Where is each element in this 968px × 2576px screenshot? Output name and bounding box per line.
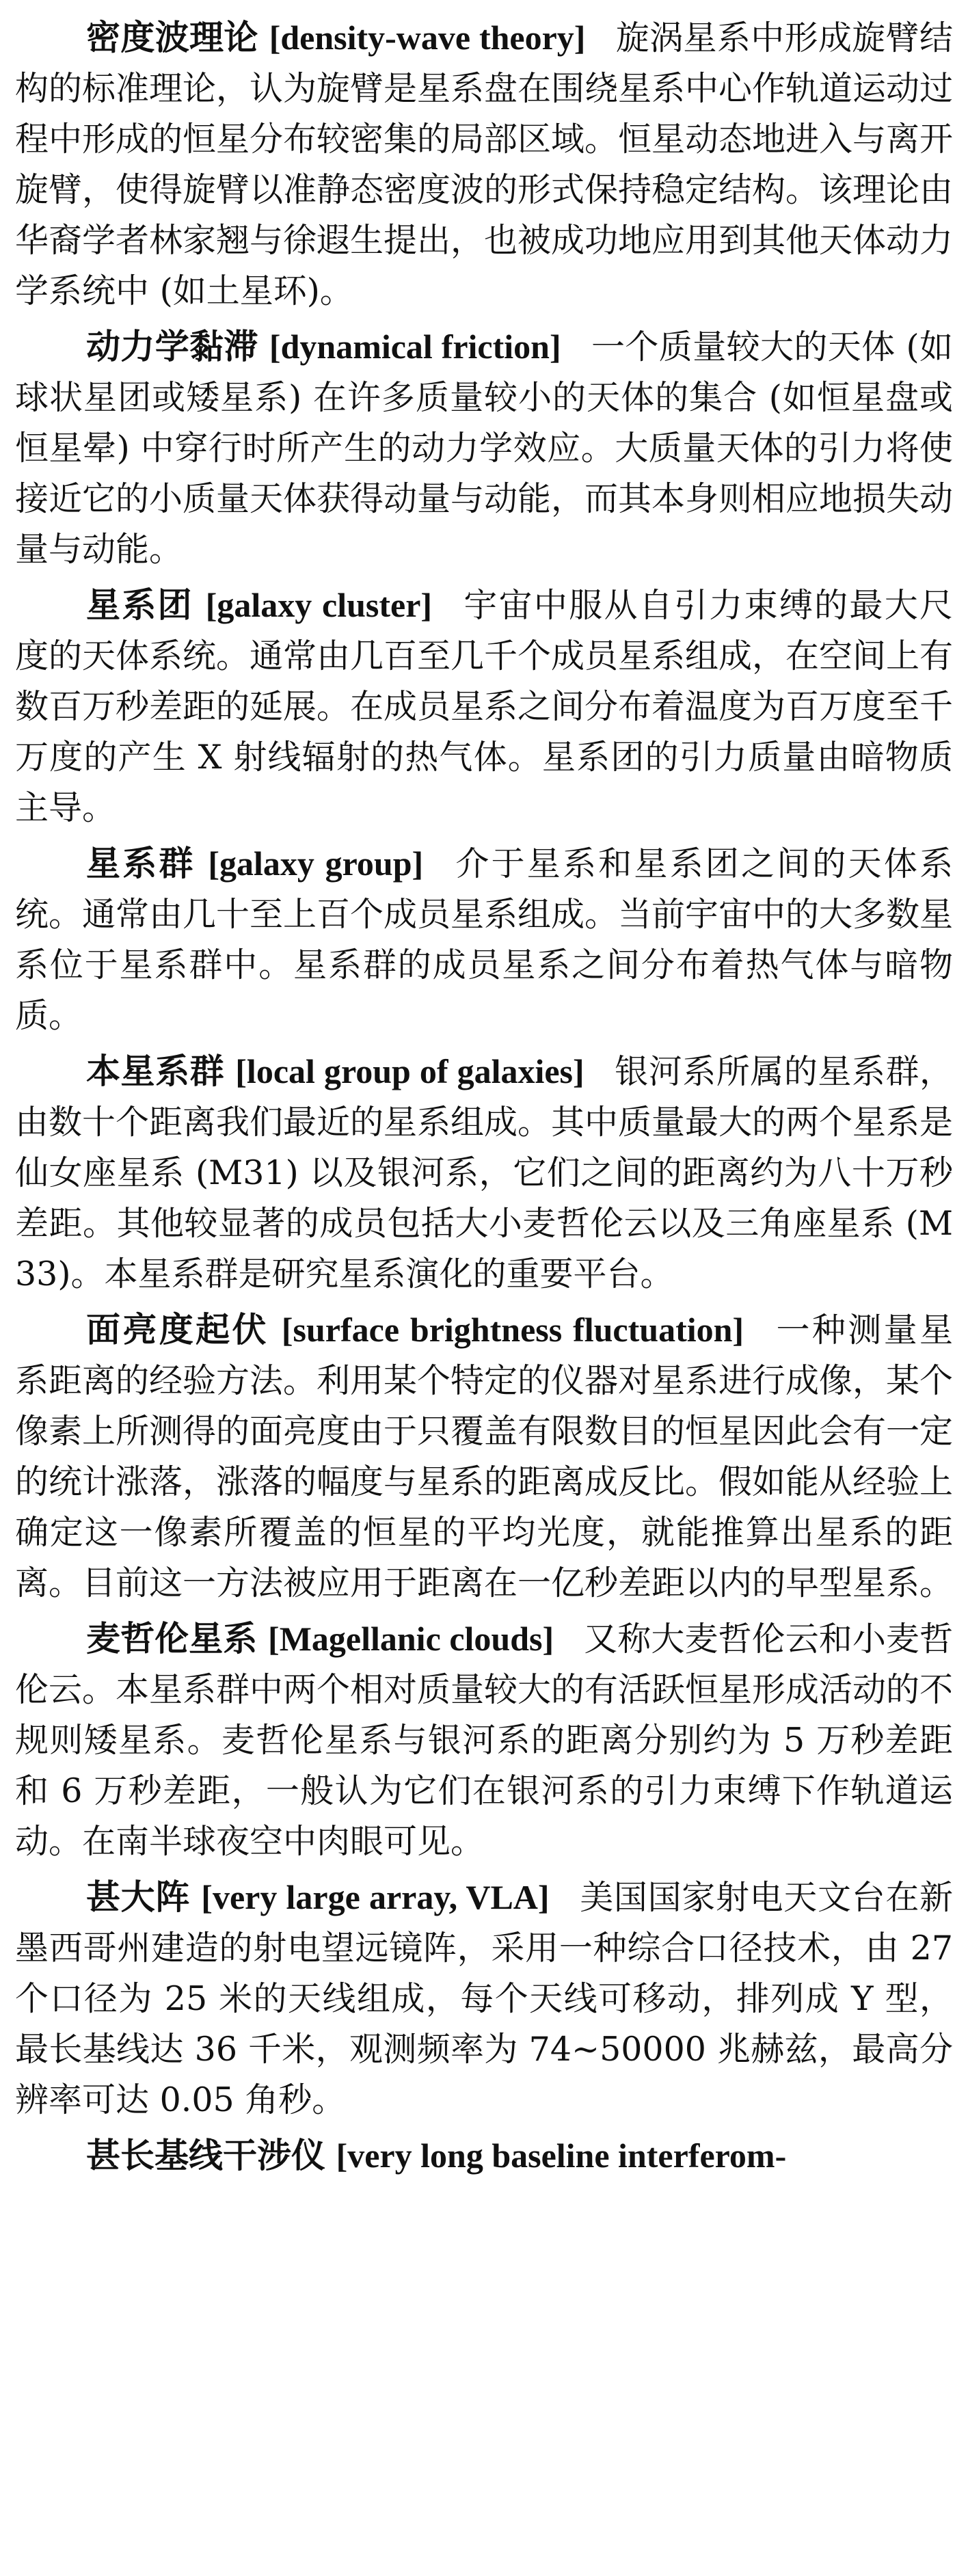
entry-definition: 又称大麦哲伦云和小麦哲伦云。本星系群中两个相对质量较大的有活跃恒星形成活动的不规则矮星系。麦哲伦星系与银河系的距离分别约为 5 万秒差距和 6 万秒差距，一般认为它们在银河系的引力束缚下作轨道运动。在南半球夜空中肉眼可见。 — [15, 1620, 954, 1861]
entry-term: 本星系群 — [86, 1051, 225, 1091]
glossary-entry — [15, 12, 953, 317]
entry-definition: 介于星系和星系团之间的天体系统。通常由几十至上百个成员星系组成。当前宇宙中的大多数星系位于星系群中。星系群的成员星系之间分布着热气体与暗物质。 — [15, 844, 954, 1035]
glossary-entry — [15, 1613, 953, 1867]
entry-term: 面亮度起伏 — [86, 1310, 269, 1350]
entry-english-term: [surface brightness fluctuation] — [281, 1311, 744, 1349]
entry-english-term: [dynamical friction] — [269, 327, 561, 366]
entry-term: 密度波理论 — [86, 18, 258, 57]
glossary-entry — [15, 838, 953, 1041]
entry-english-term: [galaxy group] — [208, 844, 424, 883]
entry-term: 星系群 — [86, 844, 196, 883]
entry-english-term: [density-wave theory] — [269, 18, 586, 57]
entry-english-term: [galaxy cluster] — [205, 586, 433, 624]
entry-definition: 一个质量较大的天体 (如球状星团或矮星系) 在许多质量较小的天体的集合 (如恒星盘或恒星晕) 中穿行时所产生的动力学效应。大质量天体的引力将使接近它的小质量天体获得动量与动能，而其本身则相应地损失动量与动能。 — [15, 327, 954, 569]
glossary-entry — [15, 1872, 953, 2125]
entry-definition: 宇宙中服从自引力束缚的最大尺度的天体系统。通常由几百至几千个成员星系组成，在空间上有数百万秒差距的延展。在成员星系之间分布着温度为百万度至千万度的产生 X 射线辐射的热气体。星系团的引力质量由暗物质主导。 — [15, 586, 954, 827]
glossary-entry — [15, 580, 953, 833]
entry-term: 动力学黏滞 — [86, 327, 258, 366]
entry-term: 麦哲伦星系 — [86, 1619, 258, 1659]
glossary-entry — [15, 1046, 953, 1300]
glossary-entry — [15, 2130, 953, 2182]
entry-definition: 一种测量星系距离的经验方法。利用某个特定的仪器对星系进行成像，某个像素上所测得的面亮度由于只覆盖有限数目的恒星因此会有一定的统计涨落，涨落的幅度与星系的距离成反比。假如能从经验上确定这一像素所覆盖的恒星的平均光度，就能推算出星系的距离。目前这一方法被应用于距离在一亿秒差距以内的早型星系。 — [15, 1311, 954, 1602]
entry-term: 甚长基线干涉仪 — [86, 2136, 325, 2175]
glossary-entry — [15, 1304, 953, 1609]
entry-english-term: [very large array, VLA] — [201, 1878, 550, 1916]
glossary-entry — [15, 321, 953, 575]
entry-english-term: [very long baseline interferom- — [336, 2136, 787, 2175]
entry-definition: 银河系所属的星系群，由数十个距离我们最近的星系组成。其中质量最大的两个星系是仙女座星系 (M31) 以及银河系，它们之间的距离约为八十万秒差距。其他较显著的成员包括大小麦哲伦云以及三角座星系 (M33)。本星系群是研究星系演化的重要平台。 — [15, 1052, 954, 1293]
entry-english-term: [local group of galaxies] — [235, 1052, 584, 1090]
glossary-entries — [15, 12, 953, 2186]
entry-definition: 旋涡星系中形成旋臂结构的标准理论，认为旋臂是星系盘在围绕星系中心作轨道运动过程中形成的恒星分布较密集的局部区域。恒星动态地进入与离开旋臂，使得旋臂以准静态密度波的形式保持稳定结构。该理论由华裔学者林家翘与徐遐生提出，也被成功地应用到其他天体动力学系统中 (如土星环)。 — [15, 18, 954, 310]
entry-term: 星系团 — [86, 585, 193, 625]
entry-term: 甚大阵 — [86, 1877, 191, 1917]
entry-english-term: [Magellanic clouds] — [268, 1620, 554, 1658]
entry-definition: 美国国家射电天文台在新墨西哥州建造的射电望远镜阵，采用一种综合口径技术，由 27 个口径为 25 米的天线组成，每个天线可移动，排列成 Y 型，最长基线达 36 千米，观测频率为 74∼50000 兆赫兹，最高分辨率可达 0.05 角秒。 — [15, 1878, 953, 2119]
